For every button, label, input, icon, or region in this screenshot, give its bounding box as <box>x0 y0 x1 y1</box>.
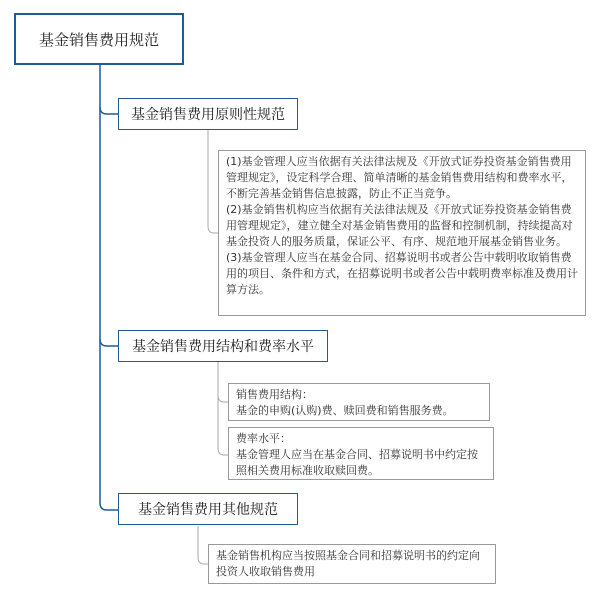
branch-title: 基金销售费用其他规范 <box>138 502 278 518</box>
branch-node-other-rules <box>118 493 298 525</box>
leaf-node-fee-structure: 销售费用结构： 基金的申购(认购)费、赎回费和销售服务费。 <box>228 383 490 421</box>
branch1-leaf-connector <box>208 130 218 233</box>
branch3-leaf-connector <box>198 526 208 564</box>
root-title: 基金销售费用规范 <box>38 30 159 49</box>
root-node <box>14 13 184 65</box>
branch2-leaf1-tick <box>218 395 228 402</box>
branch-node-principles <box>118 98 298 130</box>
branch1-connector <box>100 107 118 114</box>
leaf-node-other-rules-detail: 基金销售机构应当按照基金合同和招募说明书的约定向投资人收取销售费用 <box>208 544 496 584</box>
branch-title: 基金销售费用原则性规范 <box>131 107 285 123</box>
branch2-leaf-connector <box>218 362 228 455</box>
leaf-node-principles-detail: (1)基金管理人应当依据有关法律法规及《开放式证券投资基金销售费用管理规定》，设定科学合理、简单清晰的基金销售费用结构和费率水平，不断完善基金销售信息披露，防止不正当竞争。 (2)基金销售机构应当依据有关法律法规及《开放式证券投资基金销售费用管理规定》，建立健全对基金销售费用的监督和控制机制，持续提高对基金投资人的服务质量，保证公平、有序、规范地开展基金销售业务。 (3)基金管理人应当在基金合同、招募说明书或者公告中载明收取销售费用的项目、条件和方式，在招募说明书或者公告中载明费率标准及费用计算方法。 <box>218 150 586 316</box>
branch-title: 基金销售费用结构和费率水平 <box>132 339 314 355</box>
branch2-connector <box>100 339 118 346</box>
branch-node-structure-and-rates <box>118 330 328 362</box>
trunk-line <box>100 65 118 510</box>
leaf-node-fee-rate: 费率水平： 基金管理人应当在基金合同、招募说明书中约定按照相关费用标准收取赎回费。 <box>228 427 494 480</box>
